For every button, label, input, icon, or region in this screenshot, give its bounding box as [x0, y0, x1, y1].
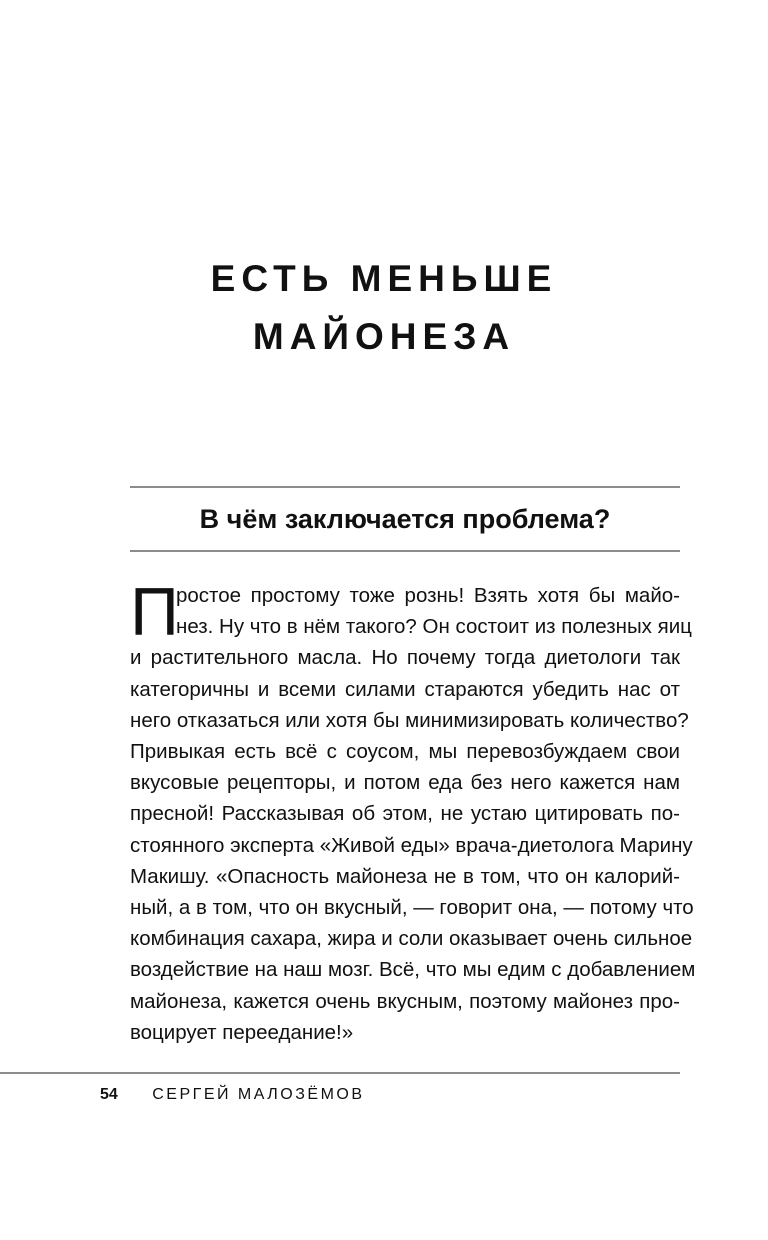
body-line: ный, а в том, что он вкусный, — говорит она, — потому что	[130, 896, 694, 920]
body-line: и растительного масла. Но почему тогда диетологи так	[130, 646, 680, 670]
chapter-title	[0, 250, 768, 366]
body-line: воцирует переедание!»	[130, 1020, 354, 1044]
body-line: него отказаться или хотя бы минимизировать количество?	[130, 708, 689, 732]
chapter-title-line-2: МАЙОНЕЗА	[252, 316, 516, 357]
body-line: Привыкая есть всё с соусом, мы перевозбуждаем свои	[130, 740, 680, 764]
page-footer	[100, 1084, 365, 1106]
body-line: комбинация сахара, жира и соли оказывает очень сильное	[130, 927, 693, 951]
body-line: нез. Ну что в нём такого? Он состоит из полезных яиц	[176, 615, 692, 639]
body-line: стоянного эксперта «Живой еды» врача-диетолога Марину	[130, 833, 693, 857]
page-number: 54	[100, 1086, 118, 1103]
section-top-divider	[130, 486, 680, 488]
body-paragraph	[130, 574, 696, 1048]
body-line: пресной! Рассказывая об этом, не устаю цитировать по-	[130, 802, 680, 826]
body-line: Макишу. «Опасность майонеза не в том, что он калорий-	[130, 864, 680, 888]
drop-cap: П	[130, 574, 179, 650]
section-bottom-divider	[130, 550, 680, 552]
footer-divider	[0, 1072, 680, 1074]
body-line: вкусовые рецепторы, и потом еда без него кажется нам	[130, 771, 680, 795]
body-line: категоричны и всеми силами стараются убедить нас от	[130, 677, 680, 701]
section-heading: В чём заключается проблема?	[199, 504, 611, 534]
chapter-title-line-1: ЕСТЬ МЕНЬШЕ	[210, 258, 558, 299]
body-line: воздействие на наш мозг. Всё, что мы едим с добавлением	[130, 958, 696, 982]
body-line: ростое простому тоже рознь! Взять хотя бы майо-	[176, 584, 680, 607]
running-author: СЕРГЕЙ МАЛОЗЁМОВ	[152, 1086, 365, 1103]
body-line: майонеза, кажется очень вкусным, поэтому майонез про-	[130, 989, 680, 1013]
